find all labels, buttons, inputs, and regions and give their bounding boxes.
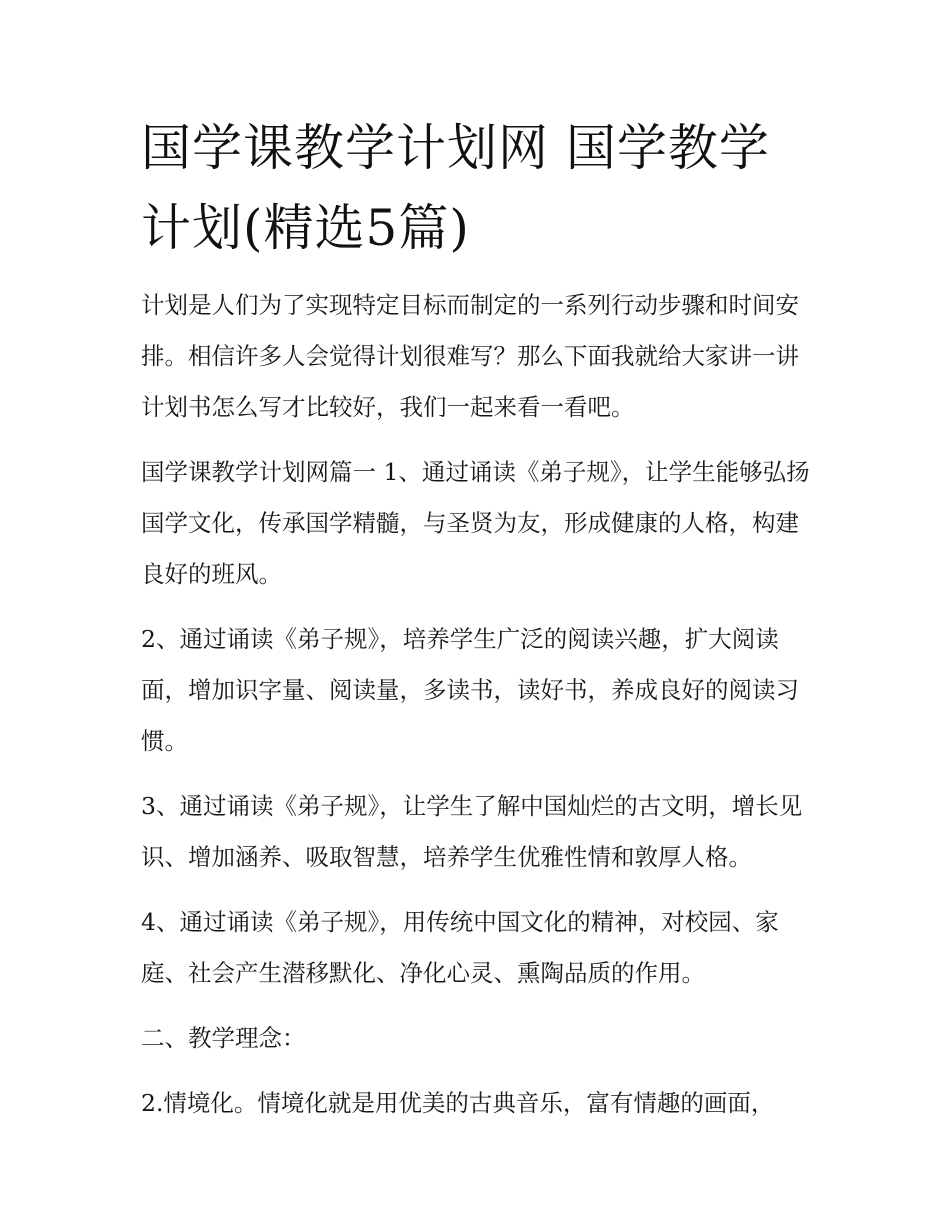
paragraph-item-4: 4、通过诵读《弟子规》，用传统中国文化的精神，对校园、家庭、社会产生潜移默化、净化心灵、熏陶品质的作用。 [141, 908, 779, 987]
paragraph-situational: 2.情境化。情境化就是用优美的古典音乐，富有情趣的画面， [141, 1089, 775, 1117]
intro-paragraph: 计划是人们为了实现特定目标而制定的一系列行动步骤和时间安排。相信许多人会觉得计划很难写？那么下面我就给大家讲一讲计划书怎么写才比较好，我们一起来看一看吧。 [141, 291, 799, 421]
paragraph-item-3: 3、通过诵读《弟子规》，让学生了解中国灿烂的古文明，增长见识、增加涵养、吸取智慧，培养学生优雅性情和敦厚人格。 [141, 792, 803, 871]
section-heading-teaching-concept: 二、教学理念： [141, 1024, 306, 1052]
document-title: 国学课教学计划网 国学教学计划(精选5篇) [141, 119, 770, 257]
document-body [141, 108, 816, 1129]
paragraph-item-2: 2、通过诵读《弟子规》，培养学生广泛的阅读兴趣，扩大阅读面，增加识字量、阅读量，多读书，读好书，养成良好的阅读习惯。 [141, 625, 799, 755]
paragraph-section-one: 国学课教学计划网篇一 1、通过诵读《弟子规》，让学生能够弘扬国学文化，传承国学精髓，与圣贤为友，形成健康的人格，构建良好的班风。 [141, 458, 810, 588]
